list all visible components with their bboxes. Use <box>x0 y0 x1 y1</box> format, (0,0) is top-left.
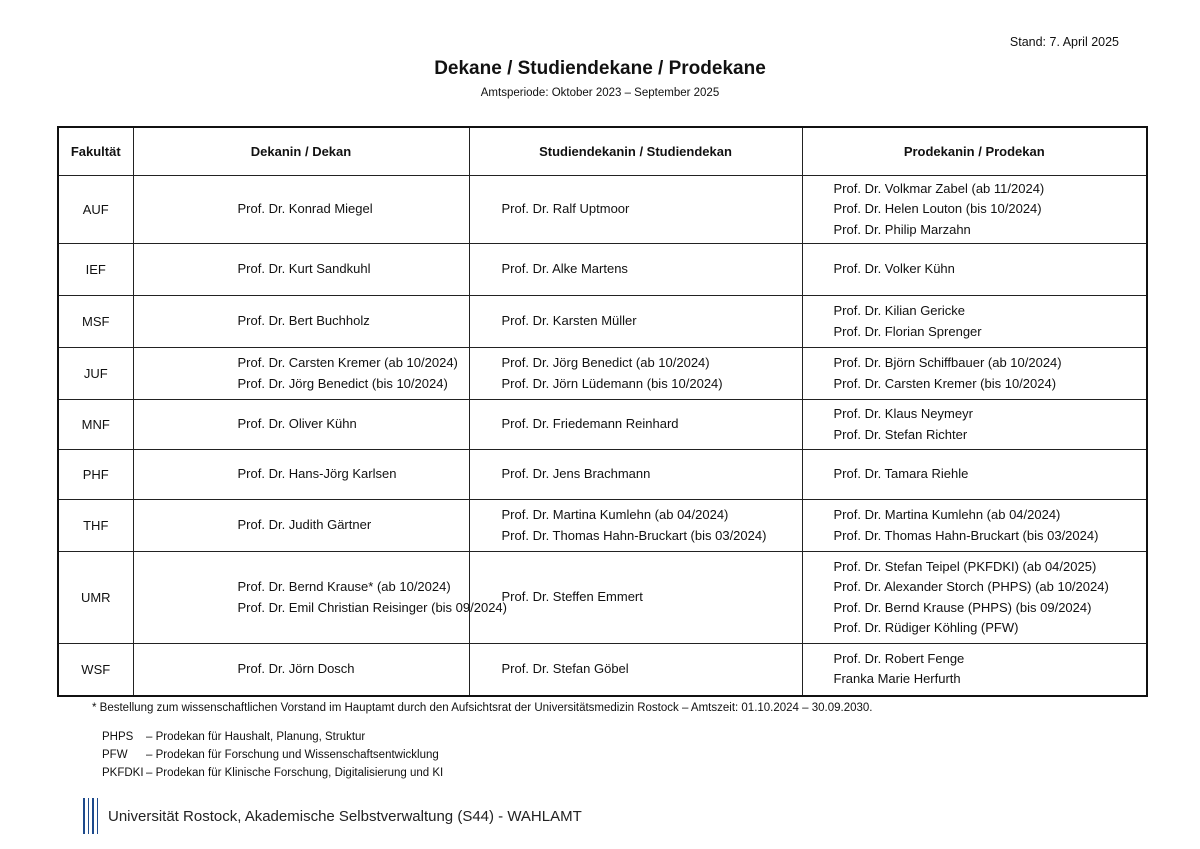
dekan-cell <box>133 552 507 644</box>
footer-text: Universität Rostock, Akademische Selbstverwaltung (S44) - WAHLAMT <box>108 807 582 825</box>
footnote: * Bestellung zum wissenschaftlichen Vorstand im Hauptamt durch den Aufsichtsrat der Universitätsmedizin Rostock – Amtszeit: 01.10.2024 – 30.09.2030. <box>92 702 873 714</box>
faculty-cell: UMR <box>58 552 133 644</box>
dekan-cell <box>133 500 469 552</box>
faculty-cell: JUF <box>58 348 133 400</box>
abbreviation-text: – Prodekan für Forschung und Wissenschaftsentwicklung <box>146 749 439 761</box>
faculty-cell: PHF <box>58 450 133 500</box>
studiendekan-cell <box>469 348 802 400</box>
dekan-cell <box>133 348 469 400</box>
person-name: Prof. Dr. Bert Buchholz <box>237 313 370 329</box>
person-name: Prof. Dr. Stefan Teipel (PKFDKI) (ab 04/2025) <box>833 558 1097 574</box>
abbreviation-text: – Prodekan für Haushalt, Planung, Struktur <box>146 731 366 743</box>
faculty-cell: AUF <box>58 176 133 244</box>
dekan-cell <box>133 400 469 450</box>
person-name: Prof. Dr. Alke Martens <box>501 261 628 277</box>
table-row <box>58 450 1147 500</box>
person-name: Prof. Dr. Carsten Kremer (bis 10/2024) <box>833 375 1057 391</box>
table-row <box>58 176 1147 244</box>
studiendekan-cell <box>469 244 802 296</box>
person-name: Prof. Dr. Karsten Müller <box>501 313 637 329</box>
dekan-cell <box>133 244 469 296</box>
person-name: Prof. Dr. Jörg Benedict (bis 10/2024) <box>237 375 448 391</box>
faculty-cell: WSF <box>58 644 133 696</box>
faculty-cell: MSF <box>58 296 133 348</box>
table-row <box>58 244 1147 296</box>
header-dekan: Dekanin / Dekan <box>133 127 469 176</box>
person-name: Prof. Dr. Carsten Kremer (ab 10/2024) <box>237 355 458 370</box>
prodekan-cell <box>802 450 1147 500</box>
prodekan-cell <box>802 348 1147 400</box>
person-name: Franka Marie Herfurth <box>833 671 961 687</box>
studiendekan-cell <box>469 552 802 644</box>
person-name: Prof. Dr. Jens Brachmann <box>501 466 651 482</box>
table-row <box>58 400 1147 450</box>
person-name: Prof. Dr. Emil Christian Reisinger (bis 09/2024) <box>237 599 507 615</box>
person-name: Prof. Dr. Volkmar Zabel (ab 11/2024) <box>833 180 1045 196</box>
person-name: Prof. Dr. Konrad Miegel <box>237 201 373 217</box>
faculty-cell: THF <box>58 500 133 552</box>
stand-date: Stand: 7. April 2025 <box>1009 35 1119 49</box>
person-name: Prof. Dr. Volker Kühn <box>833 261 955 277</box>
table-header-row <box>58 127 1147 176</box>
dekan-cell <box>133 176 469 244</box>
person-name: Prof. Dr. Jörn Dosch <box>237 661 355 676</box>
person-name: Prof. Dr. Tamara Riehle <box>833 466 969 482</box>
person-name: Prof. Dr. Florian Sprenger <box>833 323 982 339</box>
prodekan-cell <box>802 552 1147 644</box>
person-name: Prof. Dr. Robert Fenge <box>833 650 965 666</box>
person-name: Prof. Dr. Martina Kumlehn (ab 04/2024) <box>833 507 1061 522</box>
abbreviation-text: – Prodekan für Klinische Forschung, Digitalisierung und KI <box>146 767 444 779</box>
abbreviation-item <box>102 749 439 761</box>
person-name: Prof. Dr. Bernd Krause (PHPS) (bis 09/2024) <box>833 599 1092 615</box>
studiendekan-cell <box>469 400 802 450</box>
person-name: Prof. Dr. Thomas Hahn-Bruckart (bis 03/2024) <box>833 527 1099 543</box>
studiendekan-cell <box>469 644 802 696</box>
table-row <box>58 552 1147 644</box>
person-name: Prof. Dr. Kilian Gericke <box>833 303 965 318</box>
person-name: Prof. Dr. Steffen Emmert <box>501 589 643 605</box>
person-name: Prof. Dr. Bernd Krause* (ab 10/2024) <box>237 579 451 594</box>
university-logo-bars <box>83 798 98 834</box>
person-name: Prof. Dr. Stefan Richter <box>833 426 968 442</box>
prodekan-cell <box>802 500 1147 552</box>
person-name: Prof. Dr. Judith Gärtner <box>237 517 372 533</box>
prodekan-cell <box>802 244 1147 296</box>
person-name: Prof. Dr. Stefan Göbel <box>501 661 629 676</box>
person-name: Prof. Dr. Helen Louton (bis 10/2024) <box>833 201 1042 217</box>
header-fakultaet: Fakultät <box>58 127 133 176</box>
studiendekan-cell <box>469 296 802 348</box>
abbreviation-item <box>102 731 365 743</box>
faculty-table <box>57 126 1148 697</box>
person-name: Prof. Dr. Björn Schiffbauer (ab 10/2024) <box>833 355 1062 370</box>
dekan-cell <box>133 296 469 348</box>
document-title: Dekane / Studiendekane / Prodekane <box>434 58 766 79</box>
table-row <box>58 348 1147 400</box>
table-row <box>58 644 1147 696</box>
studiendekan-cell <box>469 500 802 552</box>
person-name: Prof. Dr. Ralf Uptmoor <box>501 201 630 217</box>
faculty-cell: IEF <box>58 244 133 296</box>
person-name: Prof. Dr. Rüdiger Köhling (PFW) <box>833 620 1019 635</box>
table-row <box>58 500 1147 552</box>
abbreviation-item <box>102 767 443 779</box>
person-name: Prof. Dr. Martina Kumlehn (ab 04/2024) <box>501 507 729 522</box>
person-name: Prof. Dr. Oliver Kühn <box>237 416 357 432</box>
footer <box>83 798 582 834</box>
person-name: Prof. Dr. Thomas Hahn-Bruckart (bis 03/2024) <box>501 527 767 543</box>
abbreviation-key: PFW <box>102 749 128 761</box>
person-name: Prof. Dr. Jörg Benedict (ab 10/2024) <box>501 355 710 370</box>
person-name: Prof. Dr. Jörn Lüdemann (bis 10/2024) <box>501 375 723 391</box>
table-row <box>58 296 1147 348</box>
dekan-cell <box>133 450 469 500</box>
prodekan-cell <box>802 176 1147 244</box>
table-body <box>58 176 1147 696</box>
prodekan-cell <box>802 644 1147 696</box>
header-prodekan: Prodekanin / Prodekan <box>802 127 1147 176</box>
studiendekan-cell <box>469 176 802 244</box>
person-name: Prof. Dr. Philip Marzahn <box>833 221 971 237</box>
person-name: Prof. Dr. Friedemann Reinhard <box>501 416 679 432</box>
abbreviation-key: PKFDKI <box>102 767 144 779</box>
abbreviation-key: PHPS <box>102 731 134 743</box>
header-studiendekan: Studiendekanin / Studiendekan <box>469 127 802 176</box>
document-subtitle: Amtsperiode: Oktober 2023 – September 2025 <box>480 87 720 99</box>
person-name: Prof. Dr. Klaus Neymeyr <box>833 406 973 421</box>
studiendekan-cell <box>469 450 802 500</box>
prodekan-cell <box>802 400 1147 450</box>
dekan-cell <box>133 644 469 696</box>
person-name: Prof. Dr. Hans-Jörg Karlsen <box>237 466 397 482</box>
faculty-cell: MNF <box>58 400 133 450</box>
person-name: Prof. Dr. Kurt Sandkuhl <box>237 261 371 277</box>
person-name: Prof. Dr. Alexander Storch (PHPS) (ab 10/2024) <box>833 579 1109 594</box>
prodekan-cell <box>802 296 1147 348</box>
